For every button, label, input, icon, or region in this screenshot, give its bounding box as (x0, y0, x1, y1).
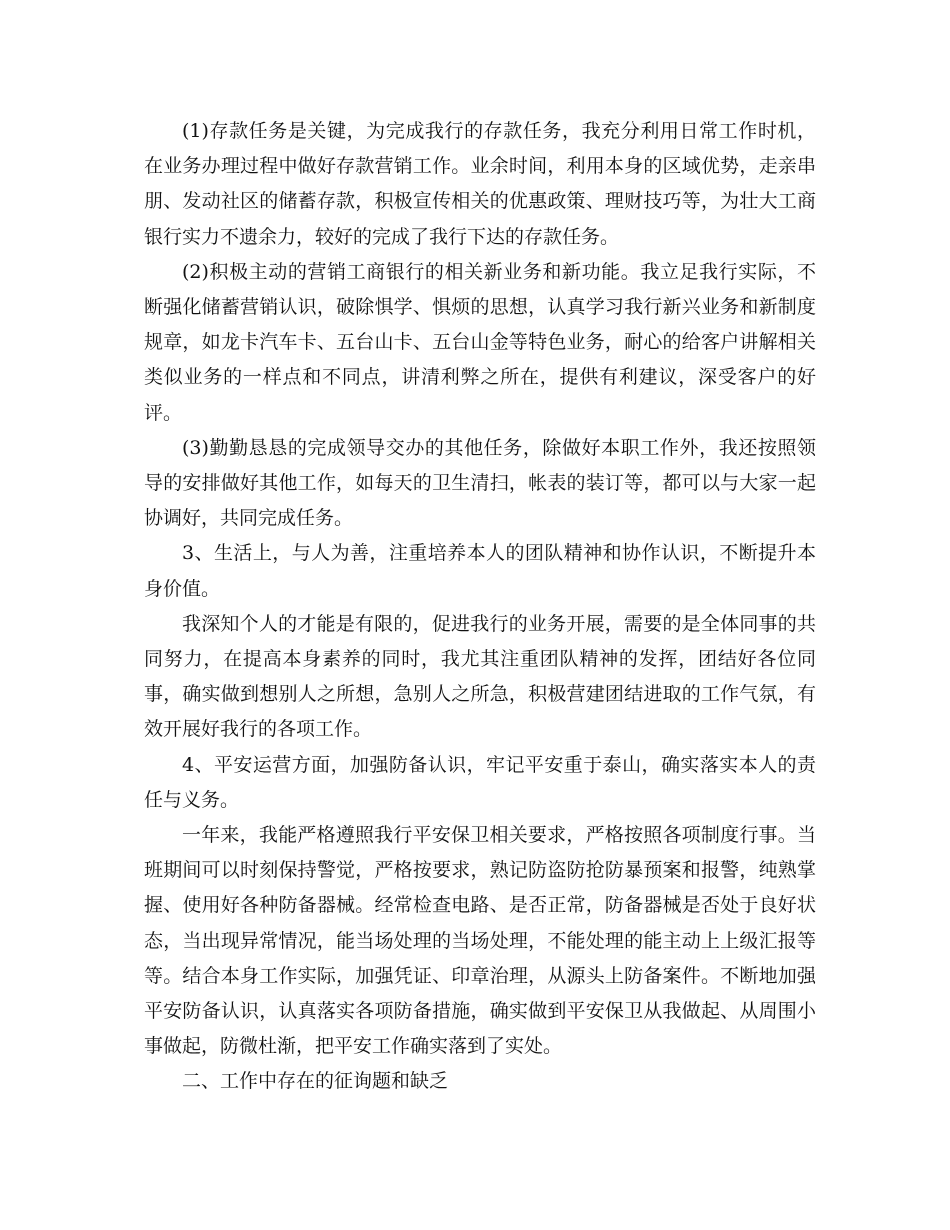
paragraph-new-business-marketing: (2)积极主动的营销工商银行的相关新业务和新功能。我立足我行实际，不断强化储蓄营销认识，破除惧学、惧烦的思想，认真学习我行新兴业务和新制度规章，如龙卡汽车卡、五台山卡、五台山金等特色业务，耐心的给客户讲解相关类似业务的一样点和不同点，讲清利弊之所在，提供有利建议，深受客户的好评。 (144, 260, 816, 424)
paragraph-security-work: 一年来，我能严格遵照我行平安保卫相关要求，严格按照各项制度行事。当班期间可以时刻保持警觉，严格按要求，熟记防盗防抢防暴预案和报警，纯熟掌握、使用好各种防备器械。经常检查电路、是否正常，防备器械是否处于良好状态，当出现异常情况，能当场处理的当场处理，不能处理的能主动上上级汇报等等。结合本身工作实际，加强凭证、印章治理，从源头上防备案件。不断地加强平安防备认识，认真落实各项防备措施，确实做到平安保卫从我做起、从周围小事做起，防微杜渐，把平安工作确实落到了实处。 (144, 824, 816, 1058)
paragraph-deposit-task: (1)存款任务是关键，为完成我行的存款任务，我充分利用日常工作时机，在业务办理过程中做好存款营销工作。业余时间，利用本身的区域优势，走亲串朋、发动社区的储蓄存款，积极宣传相关的优惠政策、理财技巧等，为壮大工商银行实力不遗余力，较好的完成了我行下达的存款任务。 (144, 120, 816, 248)
paragraph-section-3-heading: 3、生活上，与人为善，注重培养本人的团队精神和协作认识，不断提升本身价值。 (144, 542, 816, 600)
paragraph-teamwork: 我深知个人的才能是有限的，促进我行的业务开展，需要的是全体同事的共同努力，在提高本身素养的同时，我尤其注重团队精神的发挥，团结好各位同事，确实做到想别人之所想，急别人之所急，积极营建团结进取的工作气氛，有效开展好我行的各项工作。 (144, 612, 816, 741)
paragraph-other-tasks: (3)勤勤恳恳的完成领导交办的其他任务，除做好本职工作外，我还按照领导的安排做好其他工作，如每天的卫生清扫，帐表的装订等，都可以与大家一起协调好，共同完成任务。 (144, 436, 816, 530)
paragraph-section-2-heading: 二、工作中存在的征询题和缺乏 (182, 1070, 449, 1093)
paragraph-section-4-heading: 4、平安运营方面，加强防备认识，牢记平安重于泰山，确实落实本人的责任与义务。 (144, 753, 816, 811)
document-body (144, 114, 816, 1100)
